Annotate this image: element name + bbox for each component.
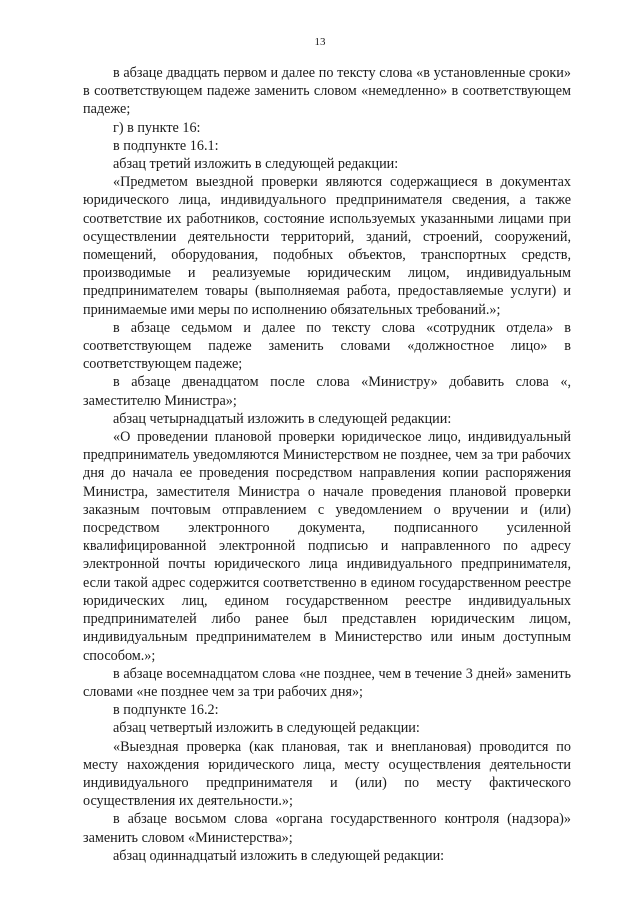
paragraph: г) в пункте 16: xyxy=(113,119,201,136)
paragraph: в абзаце двадцать первом и далее по тексту слова «в установленные сроки» в соответствующем падеже заменить словом «немедленно» в соответствующем падеже; xyxy=(83,65,571,118)
paragraph: «Предметом выездной проверки являются содержащиеся в документах юридического лица, индивидуального предпринимателя сведения, а также соответствие их работников, состояние используемых указанными лицами при осуществлении деятельности территорий, зданий, строений, сооружений, помещений, оборудования, подобных объектов, транспортных средств, производимые и реализуемые юридическим лицом, индивидуальным предпринимателем товары (выполняемая работа, предоставляемые услуги) и принимаемые ими меры по исполнению обязательных требований.»; xyxy=(83,174,571,318)
paragraph: абзац четырнадцатый изложить в следующей редакции: xyxy=(113,410,452,427)
paragraph: в абзаце седьмом и далее по тексту слова «сотрудник отдела» в соответствующем падеже заменить словами «должностное лицо» в соответствующем падеже; xyxy=(83,319,571,373)
paragraph: «О проведении плановой проверки юридическое лицо, индивидуальный предприниматель уведомляются Министерством не позднее, чем за три рабочих дня до начала ее проведения посредством направления копии распоряжения Министра, заместителя Министра о начале проведения плановой проверки заказным почтовым отправлением с уведомлением о вручении и (или) посредством электронного документа, подписанного усиленной квалифицированной электронной подписью и направленного по адресу электронной почты юридического лица индивидуального предпринимателя, если такой адрес содержится соответственно в едином государственном реестре юридических лиц, едином государственном реестре индивидуальных предпринимателей либо ранее был представлен юридическим лицом, индивидуальным предпринимателем в Министерство или иным доступным способом.»; xyxy=(83,429,571,664)
document-body xyxy=(83,64,571,865)
paragraph: в абзаце двенадцатом после слова «Министру» добавить слова «, заместителю Министра»; xyxy=(83,374,571,409)
paragraph: в подпункте 16.2: xyxy=(113,702,219,719)
paragraph: абзац третий изложить в следующей редакции: xyxy=(113,156,399,173)
paragraph: «Выездная проверка (как плановая, так и внеплановая) проводится по месту нахождения юридического лица, месту осуществления деятельности индивидуального предпринимателя и (или) по месту фактического осуществления их деятельности.»; xyxy=(83,738,571,810)
paragraph: в абзаце восьмом слова «органа государственного контроля (надзора)» заменить словом «Министерства»; xyxy=(83,811,571,846)
paragraph: в подпункте 16.1: xyxy=(113,137,219,154)
page-number: 13 xyxy=(314,36,326,48)
paragraph: абзац одиннадцатый изложить в следующей редакции: xyxy=(113,847,445,864)
paragraph: в абзаце восемнадцатом слова «не позднее, чем в течение 3 дней» заменить словами «не позднее чем за три рабочих дня»; xyxy=(83,665,571,700)
paragraph: абзац четвертый изложить в следующей редакции: xyxy=(113,720,420,737)
